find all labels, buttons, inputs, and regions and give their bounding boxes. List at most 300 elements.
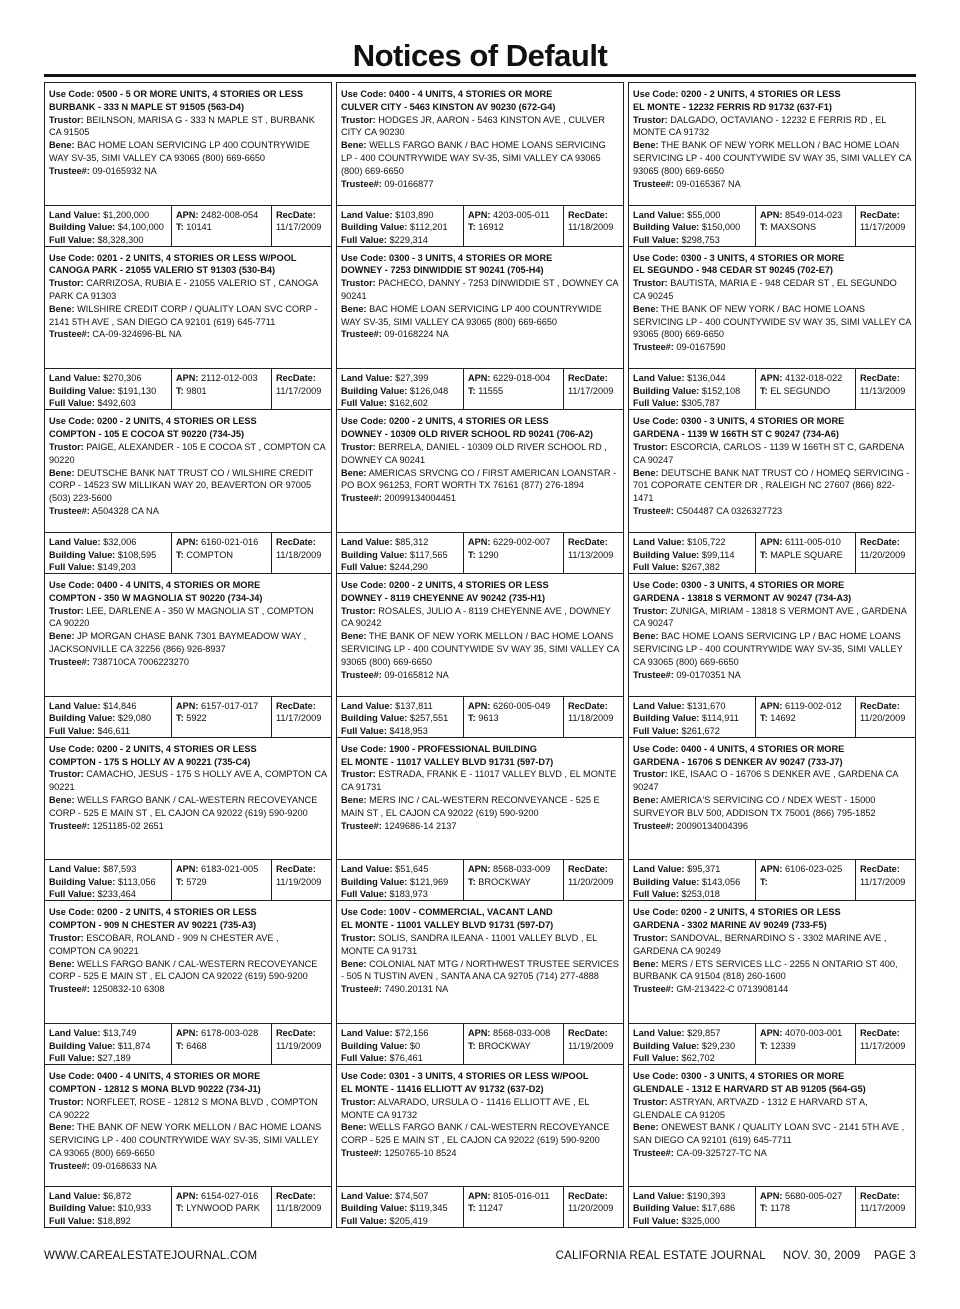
- recdate-value: 11/20/2009: [860, 713, 906, 724]
- building-value: $119,345: [409, 1203, 448, 1214]
- tract-value: 10141: [186, 222, 212, 233]
- recdate-value: 11/17/2009: [860, 876, 906, 887]
- trustor-value: DALGADO, OCTAVIANO - 12232 E FERRIS RD , EL MONTE CA 91732: [633, 114, 887, 138]
- use-code-label: Use Code:: [633, 252, 679, 263]
- use-code-value: 0200 - 2 UNITS, 4 STORIES OR LESS: [97, 907, 257, 918]
- bene-value: DEUTSCHE BANK NAT TRUST CO / HOMEQ SERVICING - 701 COPORATE CENTER DR , RALEIGH NC 27607 (866) 822-1471: [633, 467, 910, 504]
- notice-text: [629, 574, 915, 697]
- bene-label: Bene:: [49, 958, 75, 969]
- full-value-label: Full Value:: [633, 562, 679, 573]
- trustee-value: A504328 CA NA: [91, 505, 159, 516]
- land-value-label: Land Value:: [49, 1190, 101, 1201]
- notice-text: [629, 247, 915, 370]
- notice-text: [45, 410, 331, 533]
- recdate-label: RecDate:: [568, 864, 608, 875]
- value-cell: [337, 1187, 463, 1227]
- apn-label: APN:: [468, 209, 491, 220]
- land-value-label: Land Value:: [341, 1028, 393, 1039]
- full-value-label: Full Value:: [49, 234, 95, 245]
- apn-cell: [171, 860, 271, 900]
- apn-label: APN:: [176, 373, 199, 384]
- bene-label: Bene:: [49, 1122, 75, 1133]
- bene-value: MERS / ETS SERVICES LLC - 2255 N ONTARIO ST 400, BURBANK CA 91504 (818) 260-1600: [633, 958, 898, 982]
- building-value: $17,686: [701, 1203, 736, 1214]
- building-value-label: Building Value:: [633, 549, 700, 560]
- use-code-value: 0200 - 2 UNITS, 4 STORIES OR LESS: [97, 416, 257, 427]
- value-cell: [337, 860, 463, 900]
- tract-label: T:: [176, 385, 184, 396]
- property-location: COMPTON - 105 E COCOA ST 90220 (734-J5): [49, 429, 245, 440]
- bene-value: WELLS FARGO BANK / CAL-WESTERN RECOVEYANCE CORP - 525 E MAIN ST , EL CAJON CA 92022 (619) 590-9200: [49, 794, 318, 818]
- bene-value: WELLS FARGO BANK / BAC HOME LOANS SERVICING LP - 400 COUNTRYWIDE WAY SV-35, SIMI VALLEY CA 93065 (800) 669-6650: [341, 140, 606, 176]
- apn-cell: [755, 206, 855, 246]
- value-cell: [45, 369, 171, 409]
- building-value: $150,000: [701, 222, 741, 233]
- apn-label: APN:: [468, 864, 491, 875]
- apn-label: APN:: [468, 1190, 491, 1201]
- apn-label: APN:: [760, 537, 783, 548]
- full-value: $253,018: [681, 889, 720, 900]
- apn-cell: [463, 533, 563, 573]
- building-value-label: Building Value:: [49, 549, 116, 560]
- bene-value: WELLS FARGO BANK / CAL-WESTERN RECOVEYANCE CORP - 525 E MAIN ST , EL CAJON CA 92022 (619) 590-9200: [341, 1122, 610, 1146]
- recdate-label: RecDate:: [276, 1190, 316, 1201]
- notice-card: [628, 573, 916, 737]
- apn-value: 6183-021-005: [201, 864, 259, 875]
- notice-card: [44, 82, 332, 246]
- apn-cell: [171, 1187, 271, 1227]
- recdate-label: RecDate:: [276, 537, 316, 548]
- apn-value: 6178-003-028: [201, 1028, 259, 1039]
- bene-value: BAC HOME LOAN SERVICING LP 400 COUNTRYWIDE WAY SV-35, SIMI VALLEY CA 93065 (800) 669-6650: [341, 303, 602, 327]
- apn-label: APN:: [760, 700, 783, 711]
- building-value: $112,201: [409, 222, 448, 233]
- bene-value: THE BANK OF NEW YORK MELLON / BAC HOME LOANS SERVICING LP - 400 COUNTRYWIDE WAY SV-35, SIMI VALLEY CA 93065 (800) 669-6650: [49, 1122, 322, 1158]
- values-row: [45, 369, 331, 409]
- full-value-label: Full Value:: [341, 398, 387, 409]
- trustor-label: Trustor:: [633, 933, 668, 944]
- value-cell: [629, 1024, 755, 1064]
- tract-label: T:: [176, 876, 184, 887]
- full-value: $27,189: [97, 1053, 131, 1064]
- trustor-value: PACHECO, DANNY - 7253 DINWIDDIE ST , DOWNEY CA 90241: [341, 278, 619, 302]
- full-value: $149,203: [97, 562, 136, 573]
- trustee-label: Trustee#:: [341, 1147, 382, 1158]
- building-value-label: Building Value:: [49, 1203, 116, 1214]
- recdate-cell: [271, 697, 331, 737]
- values-row: [337, 1024, 623, 1064]
- recdate-value: 11/19/2009: [568, 1040, 614, 1051]
- land-value-label: Land Value:: [341, 209, 393, 220]
- apn-cell: [171, 206, 271, 246]
- trustee-label: Trustee#:: [633, 505, 674, 516]
- tract-label: T:: [760, 549, 768, 560]
- tract-value: 11555: [478, 385, 504, 396]
- building-value-label: Building Value:: [49, 876, 116, 887]
- recdate-cell: [271, 1187, 331, 1227]
- notice-text: [629, 1065, 915, 1187]
- trustee-value: CA-09-324696-BL NA: [92, 329, 182, 340]
- trustor-label: Trustor:: [49, 1096, 84, 1107]
- trustee-value: 09-0166877: [384, 178, 434, 189]
- trustee-value: 09-0165367 NA: [676, 178, 741, 189]
- recdate-cell: [271, 206, 331, 246]
- values-row: [45, 533, 331, 573]
- tract-label: T:: [468, 1040, 476, 1051]
- building-value: $121,969: [409, 876, 449, 887]
- building-value-label: Building Value:: [633, 1040, 700, 1051]
- recdate-cell: [271, 860, 331, 900]
- land-value: $6,872: [103, 1190, 132, 1201]
- trustee-label: Trustee#:: [49, 1160, 90, 1171]
- apn-value: 8568-033-009: [493, 864, 551, 875]
- recdate-cell: [855, 533, 915, 573]
- trustee-label: Trustee#:: [49, 165, 90, 176]
- notice-column: [44, 82, 332, 1228]
- property-location: EL MONTE - 11001 VALLEY BLVD 91731 (597-D7): [341, 920, 554, 931]
- trustor-label: Trustor:: [49, 441, 84, 452]
- value-cell: [45, 697, 171, 737]
- recdate-value: 11/13/2009: [568, 549, 614, 560]
- trustee-value: C504487 CA 0326327723: [676, 505, 783, 516]
- notice-text: [337, 83, 623, 206]
- notice-text: [337, 901, 623, 1024]
- recdate-cell: [855, 369, 915, 409]
- full-value: $229,314: [389, 234, 428, 245]
- use-code-value: 0300 - 3 UNITS, 4 STORIES OR MORE: [681, 580, 845, 591]
- recdate-cell: [855, 1024, 915, 1064]
- apn-label: APN:: [760, 864, 783, 875]
- apn-cell: [171, 369, 271, 409]
- apn-cell: [463, 206, 563, 246]
- land-value-label: Land Value:: [49, 209, 101, 220]
- tract-label: T:: [468, 222, 476, 233]
- recdate-label: RecDate:: [276, 700, 316, 711]
- bene-value: BAC HOME LOANS SERVICING LP / BAC HOME LOANS SERVICING LP - 400 COUNTRYWIDE WAY SV-35, SIMI VALLEY CA 93065 (800) 669-6650: [633, 631, 903, 667]
- bene-label: Bene:: [633, 303, 659, 314]
- notice-text: [337, 247, 623, 370]
- apn-label: APN:: [176, 1190, 199, 1201]
- footer-publication-info: [556, 1250, 916, 1262]
- trustee-label: Trustee#:: [341, 329, 382, 340]
- apn-value: 6229-002-007: [493, 537, 551, 548]
- land-value: $32,006: [103, 537, 137, 548]
- use-code-label: Use Code:: [49, 580, 95, 591]
- land-value-label: Land Value:: [633, 373, 685, 384]
- trustor-label: Trustor:: [341, 1096, 376, 1107]
- building-value: $4,100,000: [117, 222, 164, 233]
- value-cell: [629, 860, 755, 900]
- bene-label: Bene:: [49, 467, 75, 478]
- values-row: [629, 533, 915, 573]
- trustee-value: 738710CA 7006223270: [92, 656, 189, 667]
- land-value: $87,593: [103, 864, 137, 875]
- land-value-label: Land Value:: [49, 1028, 101, 1039]
- values-row: [629, 860, 915, 900]
- recdate-label: RecDate:: [860, 1190, 900, 1201]
- notice-text: [45, 1065, 331, 1187]
- full-value: $261,672: [681, 725, 720, 736]
- page-title: Notices of Default: [352, 38, 608, 73]
- trustee-value: 20090134004396: [676, 820, 748, 831]
- trustee-value: 1249686-14 2137: [384, 820, 457, 831]
- land-value-label: Land Value:: [633, 209, 685, 220]
- use-code-label: Use Code:: [49, 907, 95, 918]
- notices-grid: [44, 82, 916, 1228]
- apn-cell: [755, 1024, 855, 1064]
- full-value-label: Full Value:: [49, 889, 95, 900]
- value-cell: [45, 860, 171, 900]
- recdate-value: 11/17/2009: [860, 1203, 906, 1214]
- use-code-value: 0300 - 3 UNITS, 4 STORIES OR MORE: [681, 1071, 845, 1082]
- tract-label: T:: [760, 1040, 768, 1051]
- trustor-value: ALVARADO, URSULA O - 11416 ELLIOTT AVE , EL MONTE CA 91732: [341, 1096, 589, 1120]
- tract-value: LYNWOOD PARK: [186, 1203, 260, 1214]
- apn-value: 4070-003-001: [785, 1028, 843, 1039]
- apn-cell: [755, 533, 855, 573]
- notice-text: [337, 738, 623, 861]
- apn-label: APN:: [760, 209, 783, 220]
- trustee-label: Trustee#:: [633, 669, 674, 680]
- apn-value: 6229-018-004: [493, 373, 551, 384]
- land-value-label: Land Value:: [49, 700, 101, 711]
- recdate-label: RecDate:: [860, 373, 900, 384]
- recdate-cell: [563, 1187, 623, 1227]
- notice-text: [45, 247, 331, 370]
- apn-cell: [755, 1187, 855, 1227]
- full-value-label: Full Value:: [633, 1053, 679, 1064]
- value-cell: [45, 1024, 171, 1064]
- notice-card: [628, 82, 916, 246]
- trustee-value: GM-213422-C 0713908144: [676, 984, 789, 995]
- recdate-value: 11/13/2009: [860, 385, 906, 396]
- notice-text: [337, 574, 623, 697]
- trustor-value: CARRIZOSA, RUBIA E - 21055 VALERIO ST , CANOGA PARK CA 91303: [49, 278, 318, 302]
- recdate-label: RecDate:: [568, 537, 608, 548]
- land-value: $14,846: [103, 700, 137, 711]
- land-value: $74,507: [395, 1190, 429, 1201]
- full-value-label: Full Value:: [49, 398, 95, 409]
- tract-value: 12339: [770, 1040, 796, 1051]
- trustee-label: Trustee#:: [49, 984, 90, 995]
- recdate-label: RecDate:: [860, 537, 900, 548]
- property-location: COMPTON - 175 S HOLLY AV A 90221 (735-C4): [49, 756, 251, 767]
- tract-label: T:: [468, 713, 476, 724]
- land-value: $105,722: [687, 537, 726, 548]
- property-location: BURBANK - 333 N MAPLE ST 91505 (563-D4): [49, 101, 245, 112]
- building-value-label: Building Value:: [341, 1203, 408, 1214]
- trustor-value: BERRELA, DANIEL - 10309 OLD RIVER SCHOOL RD , DOWNEY CA 90241: [341, 441, 607, 465]
- full-value: $46,611: [97, 725, 131, 736]
- use-code-value: 0200 - 2 UNITS, 4 STORIES OR LESS: [389, 580, 549, 591]
- notice-card: [628, 1064, 916, 1228]
- trustor-label: Trustor:: [341, 441, 376, 452]
- recdate-label: RecDate:: [860, 1028, 900, 1039]
- trustor-value: ESCOBAR, ROLAND - 909 N CHESTER AVE , COMPTON CA 90221: [49, 933, 279, 956]
- recdate-cell: [855, 206, 915, 246]
- tract-label: T:: [176, 222, 184, 233]
- apn-cell: [463, 1024, 563, 1064]
- land-value-label: Land Value:: [633, 1028, 685, 1039]
- apn-value: 8105-016-011: [493, 1190, 550, 1201]
- recdate-label: RecDate:: [860, 209, 900, 220]
- value-cell: [45, 1187, 171, 1227]
- recdate-label: RecDate:: [568, 209, 608, 220]
- notice-column: [628, 82, 916, 1228]
- apn-value: 8549-014-023: [785, 209, 843, 220]
- tract-label: T:: [760, 1203, 768, 1214]
- values-row: [337, 533, 623, 573]
- bene-label: Bene:: [633, 958, 659, 969]
- use-code-label: Use Code:: [49, 743, 95, 754]
- trustor-value: IKE, ISAAC O - 16706 S DENKER AVE , GARDENA CA 90247: [633, 769, 898, 793]
- values-row: [45, 1187, 331, 1227]
- tract-value: 11247: [478, 1203, 504, 1214]
- full-value: $233,464: [97, 889, 136, 900]
- trustor-value: CAMACHO, JESUS - 175 S HOLLY AVE A, COMPTON CA 90221: [49, 769, 327, 793]
- property-location: EL MONTE - 12232 FERRIS RD 91732 (637-F1): [633, 101, 832, 112]
- land-value-label: Land Value:: [633, 864, 685, 875]
- building-value-label: Building Value:: [341, 549, 408, 560]
- full-value-label: Full Value:: [633, 234, 679, 245]
- apn-cell: [171, 533, 271, 573]
- tract-value: COMPTON: [186, 549, 234, 560]
- notice-text: [45, 574, 331, 697]
- use-code-label: Use Code:: [341, 416, 387, 427]
- tract-value: MAPLE SQUARE: [770, 549, 843, 560]
- tract-value: 1178: [770, 1203, 790, 1214]
- recdate-value: 11/20/2009: [568, 1203, 614, 1214]
- apn-cell: [463, 1187, 563, 1227]
- trustor-label: Trustor:: [633, 769, 668, 780]
- land-value-label: Land Value:: [633, 537, 685, 548]
- bene-value: AMERICAS SRVCNG CO / FIRST AMERICAN LOANSTAR - PO BOX 961253, FORT WORTH TX 76161 (877) 276-1894: [341, 467, 617, 491]
- full-value: $305,787: [681, 398, 720, 409]
- full-value-label: Full Value:: [341, 1215, 387, 1226]
- recdate-value: 11/18/2009: [568, 713, 614, 724]
- property-location: COMPTON - 909 N CHESTER AV 90221 (735-A3): [49, 920, 257, 931]
- building-value: $191,130: [117, 385, 157, 396]
- full-value-label: Full Value:: [341, 234, 387, 245]
- trustor-label: Trustor:: [341, 769, 376, 780]
- apn-label: APN:: [176, 1028, 199, 1039]
- full-value: $76,461: [389, 1053, 423, 1064]
- trustee-value: 09-0167590: [676, 342, 726, 353]
- recdate-value: 11/18/2009: [568, 222, 614, 233]
- apn-cell: [755, 860, 855, 900]
- trustee-label: Trustee#:: [341, 820, 382, 831]
- apn-value: 8568-033-008: [493, 1028, 551, 1039]
- bene-value: AMERICA'S SERVICING CO / NDEX WEST - 15000 SURVEYOR BLV 500, ADDISON TX 75001 (866) 795-1852: [633, 794, 876, 818]
- apn-cell: [171, 1024, 271, 1064]
- apn-label: APN:: [468, 700, 491, 711]
- value-cell: [337, 206, 463, 246]
- full-value-label: Full Value:: [49, 725, 95, 736]
- land-value-label: Land Value:: [341, 537, 393, 548]
- trustor-value: SOLIS, SANDRA ILEANA - 11001 VALLEY BLVD , EL MONTE CA 91731: [341, 933, 597, 956]
- apn-label: APN:: [176, 209, 199, 220]
- notice-card: [44, 900, 332, 1064]
- land-value-label: Land Value:: [633, 1190, 685, 1201]
- notice-card: [336, 82, 624, 246]
- apn-value: 6119-002-012: [785, 700, 842, 711]
- trustee-label: Trustee#:: [341, 493, 382, 504]
- apn-value: 6157-017-017: [201, 700, 259, 711]
- bene-value: THE BANK OF NEW YORK / BAC HOME LOANS SERVICING LP - 400 COUNTYWIDE SV WAY 35, SIMI VALLEY CA 93065 (800) 669-6650: [633, 303, 911, 340]
- apn-value: 2482-008-054: [201, 209, 259, 220]
- recdate-value: 11/17/2009: [568, 385, 614, 396]
- building-value: $29,230: [701, 1040, 736, 1051]
- tract-label: T:: [176, 1203, 184, 1214]
- bene-value: MERS INC / CAL-WESTERN RECONVEYANCE - 525 E MAIN ST , EL CAJON CA 92022 (619) 590-9200: [341, 794, 600, 818]
- title-rule: [44, 74, 916, 77]
- apn-cell: [463, 697, 563, 737]
- bene-value: ONEWEST BANK / QUALITY LOAN SVC - 2141 5TH AVE , SAN DIEGO CA 92101 (619) 645-7711: [633, 1122, 905, 1146]
- building-value: $113,056: [117, 876, 156, 887]
- building-value: $29,080: [117, 713, 152, 724]
- land-value: $131,670: [687, 700, 726, 711]
- bene-label: Bene:: [633, 794, 659, 805]
- tract-label: T:: [760, 222, 768, 233]
- trustee-label: Trustee#:: [49, 820, 90, 831]
- trustor-value: ROSALES, JULIO A - 8119 CHEYENNE AVE , DOWNEY CA 90242: [341, 605, 611, 629]
- footer-date: NOV. 30, 2009: [782, 1250, 861, 1262]
- notice-card: [628, 900, 916, 1064]
- value-cell: [337, 1024, 463, 1064]
- use-code-value: 100V - COMMERCIAL, VACANT LAND: [389, 907, 553, 918]
- property-location: COMPTON - 350 W MAGNOLIA ST 90220 (734-J4): [49, 592, 263, 603]
- trustor-label: Trustor:: [49, 278, 84, 289]
- tract-label: T:: [760, 385, 768, 396]
- property-location: DOWNEY - 10309 OLD RIVER SCHOOL RD 90241 (706-A2): [341, 429, 593, 440]
- trustee-value: 1250765-10 8524: [384, 1147, 457, 1158]
- trustee-value: 09-0165812 NA: [384, 669, 449, 680]
- value-cell: [337, 533, 463, 573]
- bene-label: Bene:: [49, 303, 75, 314]
- notice-column: [336, 82, 624, 1228]
- building-value: $10,933: [117, 1203, 152, 1214]
- tract-value: 9801: [186, 385, 207, 396]
- tract-label: T:: [176, 1040, 184, 1051]
- use-code-value: 0300 - 3 UNITS, 4 STORIES OR MORE: [681, 416, 845, 427]
- recdate-label: RecDate:: [568, 1190, 608, 1201]
- bene-value: COLONIAL NAT MTG / NORTHWEST TRUSTEE SERVICES - 505 N TUSTIN AVEN , SANTA ANA CA 92705 (714) 277-4888: [341, 958, 619, 982]
- full-value: $418,953: [389, 725, 428, 736]
- apn-label: APN:: [176, 537, 199, 548]
- values-row: [629, 1024, 915, 1064]
- notice-card: [628, 409, 916, 573]
- trustee-label: Trustee#:: [49, 329, 90, 340]
- recdate-value: 11/19/2009: [276, 876, 322, 887]
- tract-label: T:: [468, 385, 476, 396]
- full-value: $162,602: [389, 398, 428, 409]
- full-value: $492,603: [97, 398, 136, 409]
- trustor-label: Trustor:: [633, 605, 668, 616]
- property-location: GARDENA - 3302 MARINE AV 90249 (733-F5): [633, 920, 827, 931]
- land-value: $137,811: [395, 700, 433, 711]
- property-location: EL MONTE - 11416 ELLIOTT AV 91732 (637-D2): [341, 1083, 544, 1094]
- recdate-value: 11/17/2009: [276, 385, 322, 396]
- bene-value: WELLS FARGO BANK / CAL-WESTERN RECOVEYANCE CORP - 525 E MAIN ST , EL CAJON CA 92022 (619) 590-9200: [49, 958, 318, 982]
- building-value: $99,114: [701, 549, 735, 560]
- land-value: $72,156: [395, 1028, 429, 1039]
- full-value-label: Full Value:: [341, 889, 387, 900]
- bene-label: Bene:: [49, 794, 75, 805]
- land-value-label: Land Value:: [341, 700, 393, 711]
- apn-value: 4132-018-022: [785, 373, 843, 384]
- value-cell: [629, 206, 755, 246]
- footer-page: PAGE 3: [874, 1250, 916, 1262]
